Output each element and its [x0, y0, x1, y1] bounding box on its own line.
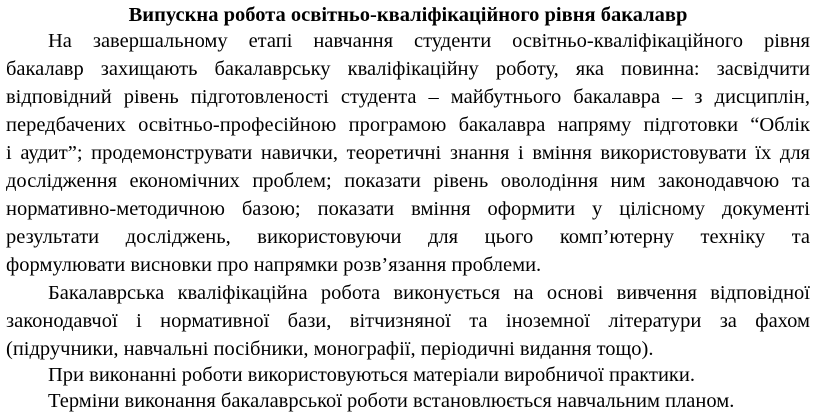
paragraph-1-line-4: передбачених освітньо-професійною програмою бакалавра напряму підготовки “Облік	[6, 114, 810, 136]
paragraph-1-line-7: нормативно-методичною базою; показати вміння оформити у цілісному документі	[6, 198, 810, 220]
paragraph-1-line-8: результати досліджень, використовуючи для цього комп’ютерну техніку та	[6, 226, 810, 248]
paragraph-1-line-2: бакалавр захищають бакалаврську кваліфікаційну роботу, яка повинна: засвідчити	[6, 58, 810, 80]
paragraph-1-line-5: і аудит”; продемонструвати навички, теоретичні знання і вміння використовувати їх для	[6, 142, 810, 164]
paragraph-1-line-9: формулювати висновки про напрямки розв’язання проблеми.	[6, 254, 542, 276]
paragraph-1-line-3: відповідний рівень підготовленості студента – майбутнього бакалавра – з дисциплін,	[6, 86, 810, 108]
paragraph-2-line-3: (підручники, навчальні посібники, монографії, періодичні видання тощо).	[6, 338, 654, 360]
paragraph-4: Терміни виконання бакалаврської роботи встановлюється навчальним планом.	[48, 390, 735, 412]
paragraph-1-line-6: дослідження економічних проблем; показати рівень оволодіння ним законодавчою та	[6, 170, 810, 192]
paragraph-2-line-1: Бакалаврська кваліфікаційна робота виконується на основі вивчення відповідної	[48, 282, 810, 304]
paragraph-1-line-1: На завершальному етапі навчання студенти освітньо-кваліфікаційного рівня	[48, 30, 810, 52]
paragraph-3: При виконанні роботи використовуються матеріали виробничої практики.	[48, 364, 695, 386]
document-title: Випускна робота освітньо-кваліфікаційного рівня бакалавр	[128, 4, 688, 26]
paragraph-2-line-2: законодавчої і нормативної бази, вітчизняної та іноземної літератури за фахом	[6, 310, 810, 332]
